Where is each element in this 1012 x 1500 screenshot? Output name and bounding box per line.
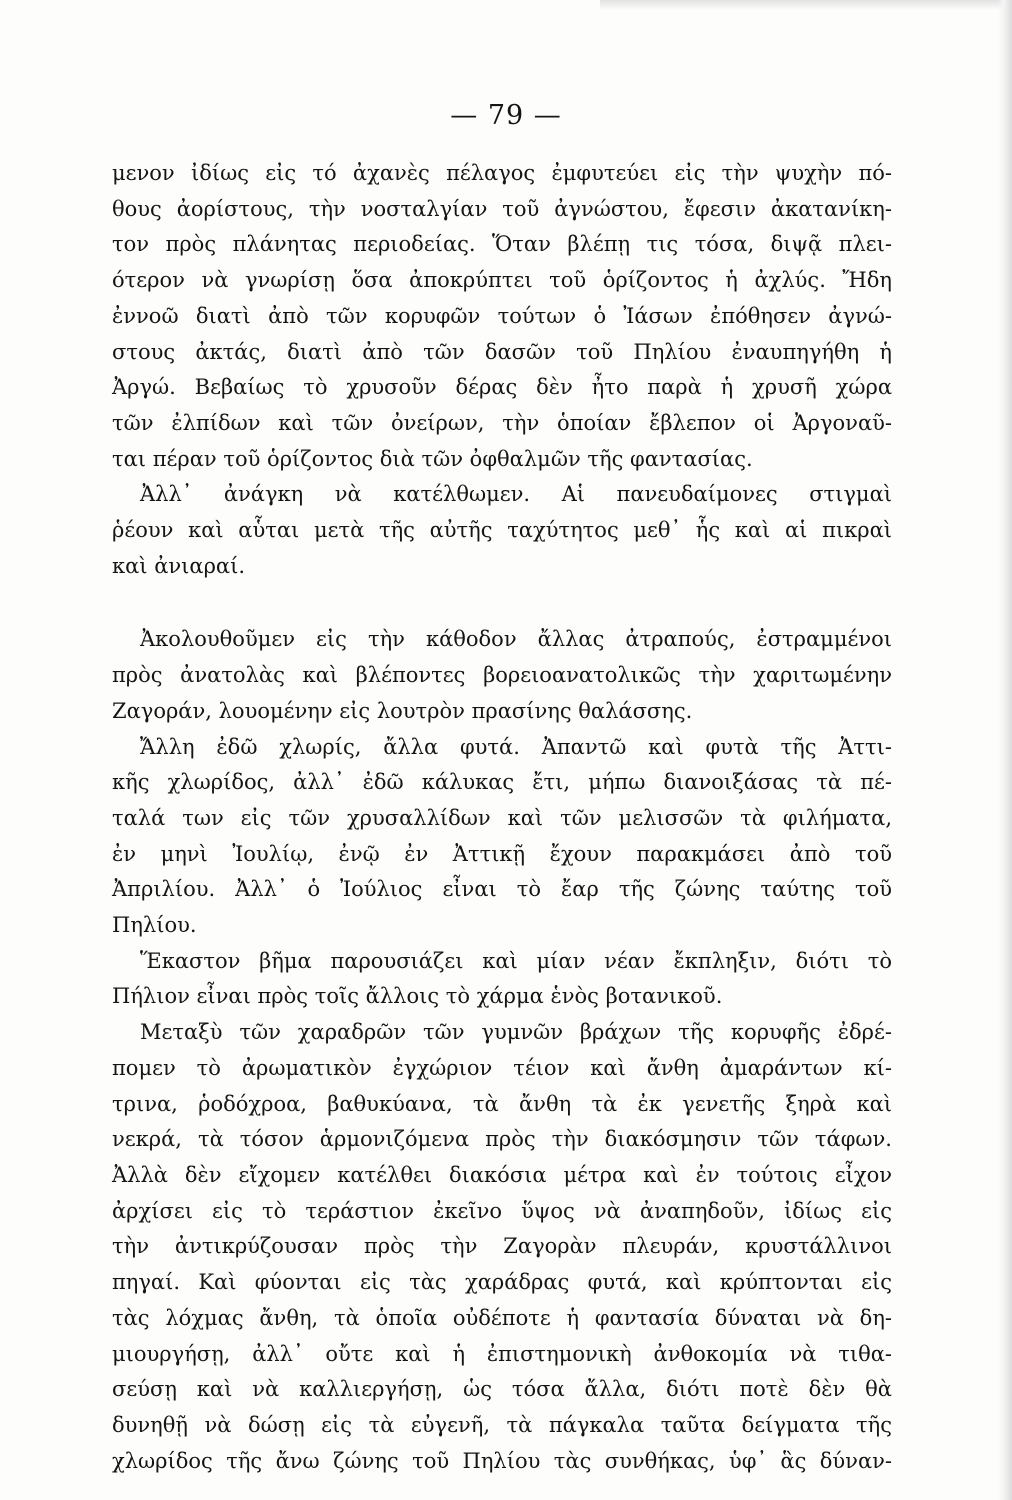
text-line: στους ἀκτάς, διατὶ ἀπὸ τῶν δασῶν τοῦ Πηλίου ἐναυπηγήθη ἡ <box>112 339 892 364</box>
text-line: μενον ἰδίως εἰς τό ἀχανὲς πέλαγος ἐμφυτεύει εἰς τὴν ψυχὴν πό- <box>112 161 892 185</box>
page-number: — 79 — <box>450 100 562 131</box>
paragraph-5 <box>112 944 892 1015</box>
text-line: Ζαγοράν, λουομένην εἰς λουτρὸν πρασίνης θαλάσσης. <box>112 698 693 723</box>
text-line: δυνηθῇ νὰ δώσῃ εἰς τὰ εὐγενῆ, τὰ πάγκαλα ταῦτα δείγματα τῆς <box>112 1412 892 1437</box>
text-line: ἀρχίσει εἰς τὸ τεράστιον ἐκεῖνο ὕψος νὰ ἀναπηδοῦν, ἰδίως εἰς <box>112 1198 892 1223</box>
text-line: Πήλιον εἶναι πρὸς τοῖς ἄλλοις τὸ χάρμα ἑνὸς βοτανικοῦ. <box>112 984 723 1009</box>
text-line: Ἄλλη ἐδῶ χλωρίς, ἄλλα φυτά. Ἀπαντῶ καὶ φυτὰ τῆς Ἀττι- <box>140 734 892 759</box>
text-line: σεύσῃ καὶ νὰ καλλιεργήσῃ, ὡς τόσα ἄλλα, διότι ποτὲ δὲν θὰ <box>112 1377 892 1402</box>
paragraph-3 <box>112 622 892 729</box>
text-line: ἐν μηνὶ Ἰουλίῳ, ἐνῷ ἐν Ἀττικῇ ἔχουν παρακμάσει ἀπὸ τοῦ <box>112 841 892 866</box>
text-line: Ἀργώ. Βεβαίως τὸ χρυσοῦν δέρας δὲν ἦτο παρὰ ἡ χρυσῆ χώρα <box>112 375 892 400</box>
text-line: κῆς χλωρίδος, ἀλλ᾽ ἐδῶ κάλυκας ἔτι, μήπω διανοιξάσας τὰ πέ- <box>112 770 892 795</box>
body-text <box>112 156 892 1479</box>
text-line: τρινα, ῥοδόχροα, βαθυκύανα, τὰ ἄνθη τὰ ἐκ γενετῆς ξηρὰ καὶ <box>112 1091 892 1116</box>
text-line: πηγαί. Καὶ φύονται εἰς τὰς χαράδρας φυτά, καὶ κρύπτονται εἰς <box>112 1270 892 1295</box>
text-line: Μεταξὺ τῶν χαραδρῶν τῶν γυμνῶν βράχων τῆς κορυφῆς ἐδρέ- <box>140 1020 892 1045</box>
section-break <box>112 584 892 622</box>
text-line: χλωρίδος τῆς ἄνω ζώνης τοῦ Πηλίου τὰς συνθήκας, ὑφ᾽ ἃς δύναν- <box>112 1448 892 1473</box>
text-line: Ἀπριλίου. Ἀλλ᾽ ὁ Ἰούλιος εἶναι τὸ ἔαρ τῆς ζώνης ταύτης τοῦ <box>112 877 892 902</box>
text-line: μιουργήσῃ, ἀλλ᾽ οὔτε καὶ ἡ ἐπιστημονικὴ ἀνθοκομία νὰ τιθα- <box>112 1341 892 1366</box>
text-line: ότερον νὰ γνωρίσῃ ὅσα ἀποκρύπτει τοῦ ὁρίζοντος ἡ ἀχλύς. Ἤδη <box>112 268 892 293</box>
text-line: Ἀλλὰ δὲν εἴχομεν κατέλθει διακόσια μέτρα καὶ ἐν τούτοις εἶχον <box>112 1162 892 1187</box>
text-line: τὴν ἀντικρύζουσαν πρὸς τὴν Ζαγορὰν πλευράν, κρυστάλλινοι <box>112 1234 892 1259</box>
text-line: πρὸς ἀνατολὰς καὶ βλέποντες βορειοανατολικῶς τὴν χαριτωμένην <box>112 663 892 688</box>
page-edge-shadow-top <box>600 0 1012 10</box>
page-edge-shadow-right <box>998 0 1012 1500</box>
text-line: Ἀλλ᾽ ἀνάγκη νὰ κατέλθωμεν. Αἱ πανευδαίμονες στιγμαὶ <box>140 482 892 507</box>
text-line: ἐννοῶ διατὶ ἀπὸ τῶν κορυφῶν τούτων ὁ Ἰάσων ἐπόθησεν ἀγνώ- <box>112 303 892 328</box>
text-line: ῥέουν καὶ αὗται μετὰ τῆς αὐτῆς ταχύτητος μεθ᾽ ἧς καὶ αἱ πικραὶ <box>112 518 892 543</box>
paragraph-2 <box>112 477 892 584</box>
text-line: Πηλίου. <box>112 913 197 938</box>
text-line: τὰς λόχμας ἄνθη, τὰ ὁποῖα οὐδέποτε ἡ φαντασία δύναται νὰ δη- <box>112 1305 892 1330</box>
paragraph-6 <box>112 1015 892 1479</box>
text-line: Ἕκαστον βῆμα παρουσιάζει καὶ μίαν νέαν ἔκπληξιν, διότι τὸ <box>140 948 892 973</box>
text-line: ταλά των εἰς τῶν χρυσαλλίδων καὶ τῶν μελισσῶν τὰ φιλήματα, <box>112 805 892 830</box>
text-line: καὶ ἀνιαραί. <box>112 553 246 578</box>
text-line: τον πρὸς πλάνητας περιοδείας. Ὅταν βλέπῃ τις τόσα, διψᾷ πλει- <box>112 232 892 257</box>
paragraph-1 <box>112 156 892 477</box>
text-line: τῶν ἐλπίδων καὶ τῶν ὀνείρων, τὴν ὁποίαν ἔβλεπον οἱ Ἀργοναῦ- <box>112 410 892 435</box>
text-line: Ἀκολουθοῦμεν εἰς τὴν κάθοδον ἄλλας ἀτραπούς, ἐστραμμένοι <box>140 627 892 652</box>
text-line: πομεν τὸ ἀρωματικὸν ἐγχώριον τέιον καὶ ἄνθη ἀμαράντων κί- <box>112 1055 892 1080</box>
text-line: ται πέραν τοῦ ὁρίζοντος διὰ τῶν ὀφθαλμῶν τῆς φαντασίας. <box>112 446 753 471</box>
text-line: θους ἀορίστους, τὴν νοσταλγίαν τοῦ ἀγνώστου, ἔφεσιν ἀκατανίκη- <box>112 196 892 221</box>
paragraph-4 <box>112 730 892 944</box>
text-line: νεκρά, τὰ τόσον ἁρμονιζόμενα πρὸς τὴν διακόσμησιν τῶν τάφων. <box>112 1127 892 1152</box>
